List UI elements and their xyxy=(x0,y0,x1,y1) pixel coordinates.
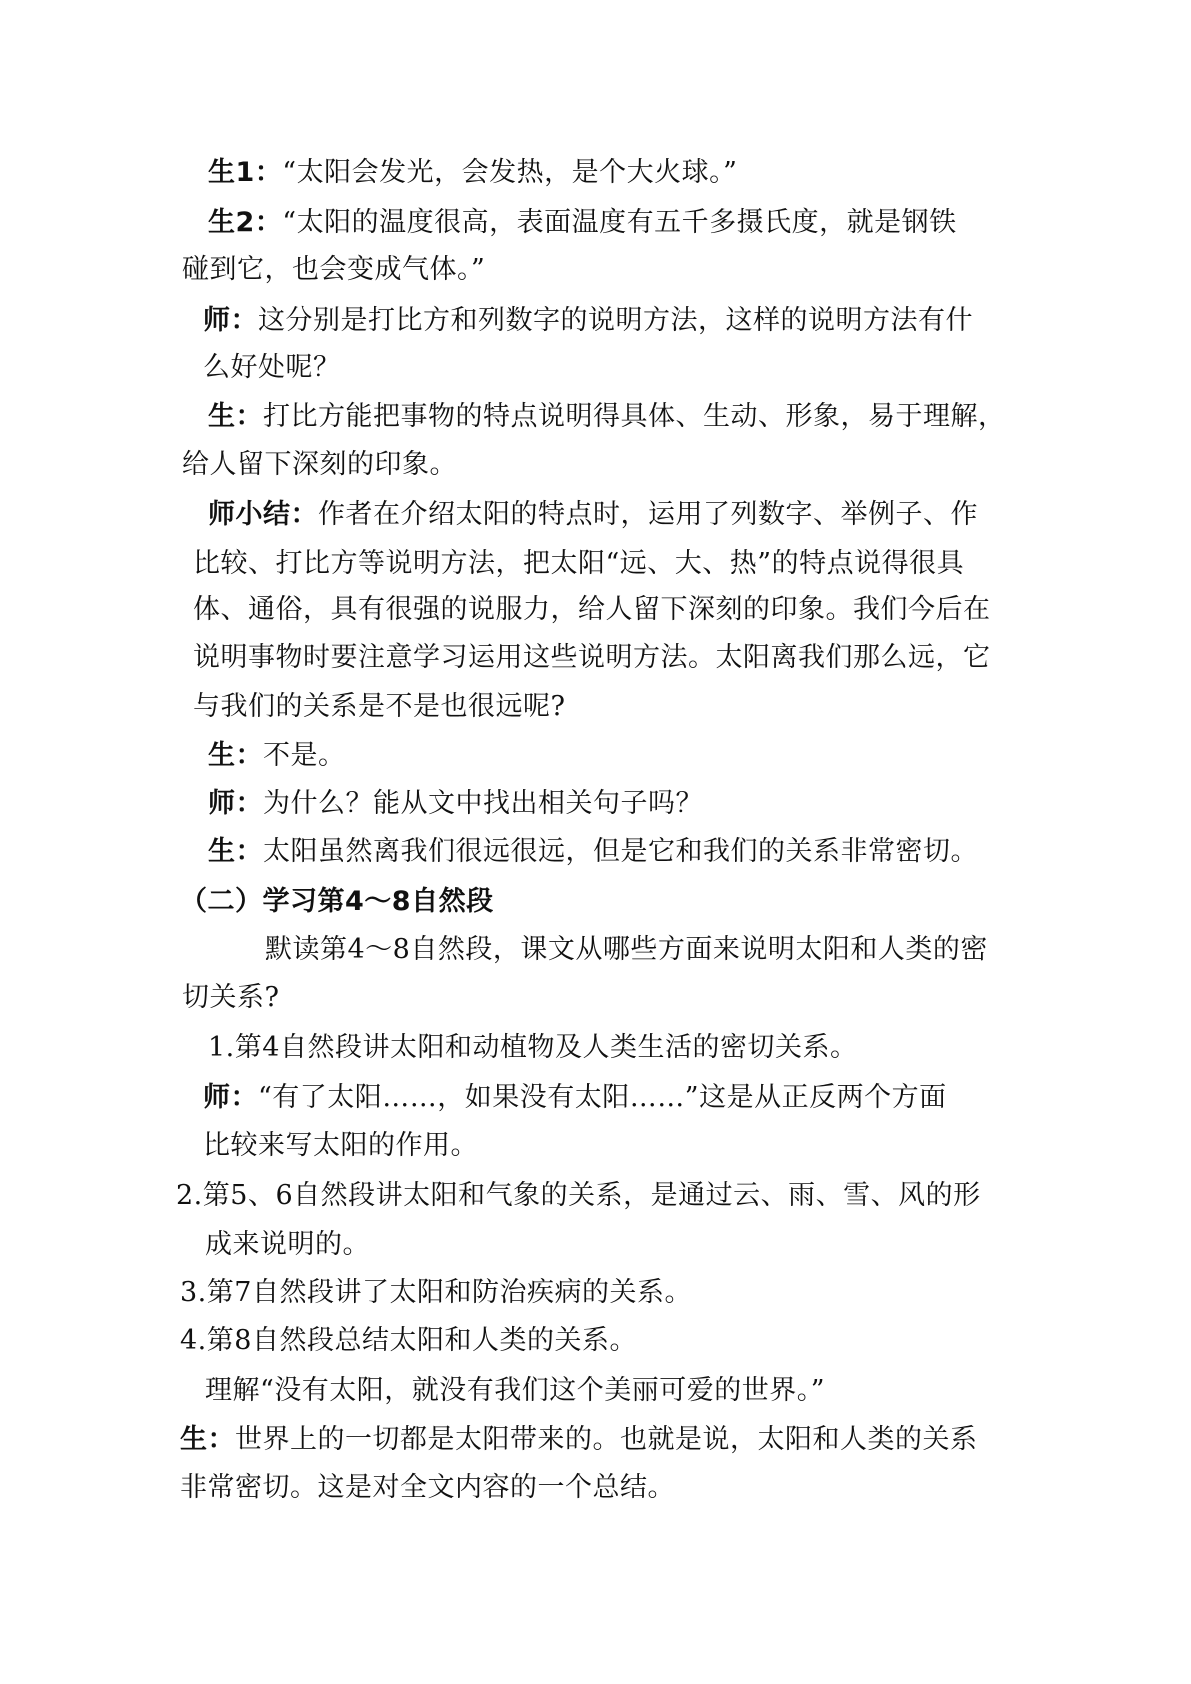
text-line xyxy=(180,1275,692,1311)
text-line xyxy=(205,1373,825,1409)
speaker-label: 师小结： xyxy=(208,499,318,530)
line-text: 4.第8自然段总结太阳和人类的关系。 xyxy=(180,1325,637,1356)
text-line xyxy=(193,546,964,582)
line-text: 2.第5、6自然段讲太阳和气象的关系，是通过云、雨、雪、风的形 xyxy=(176,1180,981,1211)
text-line xyxy=(205,1227,370,1263)
text-line xyxy=(208,834,978,870)
text-line xyxy=(203,303,973,339)
speaker-label: 师： xyxy=(208,788,263,819)
line-text: 给人留下深刻的印象。 xyxy=(182,449,457,480)
line-text: 3.第7自然段讲了太阳和防治疾病的关系。 xyxy=(180,1277,692,1308)
text-line xyxy=(180,884,494,920)
line-text: 体、通俗，具有很强的说服力，给人留下深刻的印象。我们今后在 xyxy=(193,594,991,625)
line-text: 理解“没有太阳，就没有我们这个美丽可爱的世界。” xyxy=(205,1375,826,1406)
speaker-label: 师： xyxy=(203,1082,258,1113)
text-line xyxy=(180,1470,675,1506)
text-line xyxy=(176,1178,981,1214)
line-text: 这分别是打比方和列数字的说明方法，这样的说明方法有什 xyxy=(258,305,973,336)
text-line xyxy=(208,497,978,533)
speaker-label: 生： xyxy=(208,401,263,432)
line-text: “太阳的温度很高，表面温度有五千多摄氏度，就是钢铁 xyxy=(282,207,957,238)
speaker-label: 师： xyxy=(203,305,258,336)
line-text: 比较来写太阳的作用。 xyxy=(203,1130,478,1161)
line-text: 默读第4～8自然段，课文从哪些方面来说明太阳和人类的密 xyxy=(265,934,988,965)
text-line xyxy=(180,1422,978,1458)
text-line xyxy=(208,786,703,822)
line-text: 么好处呢？ xyxy=(203,352,341,383)
text-line xyxy=(182,980,279,1016)
line-text: 作者在介绍太阳的特点时，运用了列数字、举例子、作 xyxy=(318,499,978,530)
line-text: “太阳会发光，会发热，是个大火球。” xyxy=(282,157,738,188)
text-line xyxy=(208,155,737,191)
speaker-label: 生： xyxy=(208,836,263,867)
speaker-label: 生： xyxy=(208,740,263,771)
text-line xyxy=(193,640,991,676)
text-line xyxy=(208,399,1006,435)
speaker-label: 生： xyxy=(180,1424,235,1455)
line-text: 成来说明的。 xyxy=(205,1229,370,1260)
speaker-label: 生1： xyxy=(208,157,283,188)
line-text: 说明事物时要注意学习运用这些说明方法。太阳离我们那么远，它 xyxy=(193,642,991,673)
line-text: 太阳虽然离我们很远很远，但是它和我们的关系非常密切。 xyxy=(263,836,978,867)
text-line xyxy=(182,447,457,483)
line-text: 与我们的关系是不是也很远呢? xyxy=(193,691,566,722)
line-text: 世界上的一切都是太阳带来的。也就是说，太阳和人类的关系 xyxy=(235,1424,978,1455)
line-text: 切关系? xyxy=(182,982,280,1013)
text-line xyxy=(182,252,485,288)
speaker-label: 生2： xyxy=(208,207,283,238)
text-line xyxy=(193,592,991,628)
text-line xyxy=(208,1030,857,1066)
text-line xyxy=(180,1323,637,1359)
line-text: “有了太阳……，如果没有太阳……”这是从正反两个方面 xyxy=(258,1082,947,1113)
text-line xyxy=(193,689,565,725)
text-line xyxy=(208,738,346,774)
line-text: 打比方能把事物的特点说明得具体、生动、形象，易于理解， xyxy=(263,401,1006,432)
text-line xyxy=(203,1128,478,1164)
line-text: 不是。 xyxy=(263,740,346,771)
text-line xyxy=(265,932,988,968)
line-text: 1.第4自然段讲太阳和动植物及人类生活的密切关系。 xyxy=(208,1032,858,1063)
line-text: 碰到它，也会变成气体。” xyxy=(182,254,486,285)
speaker-label: （二）学习第4～8自然段 xyxy=(180,886,494,917)
text-line xyxy=(203,1080,947,1116)
line-text: 非常密切。这是对全文内容的一个总结。 xyxy=(180,1472,675,1503)
text-line xyxy=(208,205,957,241)
line-text: 比较、打比方等说明方法，把太阳“远、大、热”的特点说得很具 xyxy=(193,548,965,579)
line-text: 为什么？能从文中找出相关句子吗？ xyxy=(263,788,703,819)
text-line xyxy=(203,350,341,386)
